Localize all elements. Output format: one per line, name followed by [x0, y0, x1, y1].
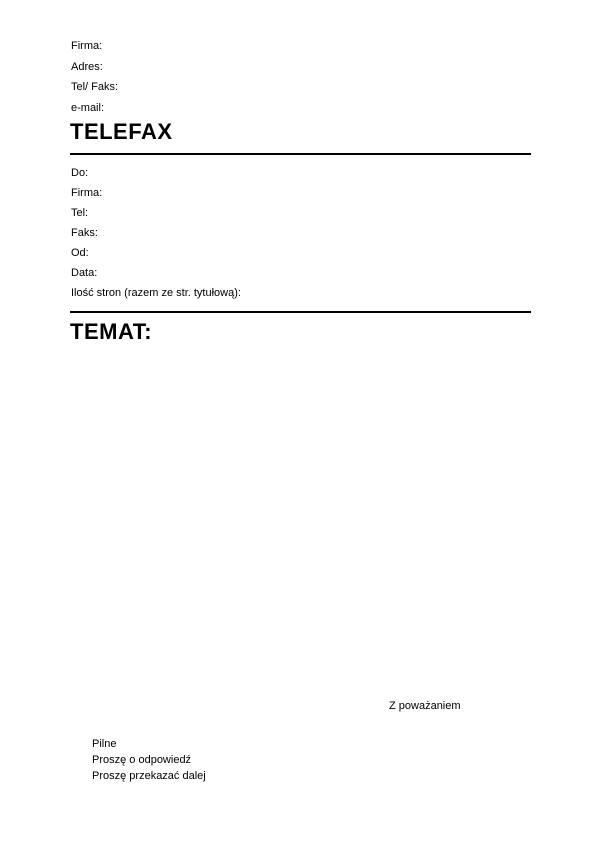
divider-line-bottom [70, 311, 531, 313]
divider-line-top [70, 153, 531, 155]
field-tel: Tel: [71, 207, 89, 219]
field-firma: Firma: [71, 187, 103, 199]
options-block [92, 738, 206, 786]
sender-field-adres: Adres: [71, 60, 103, 73]
field-do: Do: [71, 167, 89, 179]
sender-field-firma: Firma: [71, 40, 103, 52]
sender-field-tel-faks: Tel/ Faks: [71, 81, 119, 93]
sender-info-block [71, 39, 118, 121]
sender-field-email: e-mail: [71, 101, 105, 114]
field-faks: Faks: [71, 227, 98, 239]
field-od: Od: [71, 247, 89, 259]
option-prosze-przekazac-dalej: Proszę przekazać dalej [92, 770, 206, 782]
subject-heading: TEMAT: [70, 319, 153, 344]
option-prosze-o-odpowiedz: Proszę o odpowiedź [92, 754, 192, 766]
fax-details-block [71, 166, 241, 306]
option-pilne: Pilne [92, 738, 117, 750]
field-data: Data: [71, 267, 98, 279]
closing-text: Z poważaniem [389, 700, 461, 712]
field-ilosc-stron: Ilość stron (razem ze str. tytułową): [71, 287, 241, 299]
document-title: TELEFAX [70, 119, 173, 144]
